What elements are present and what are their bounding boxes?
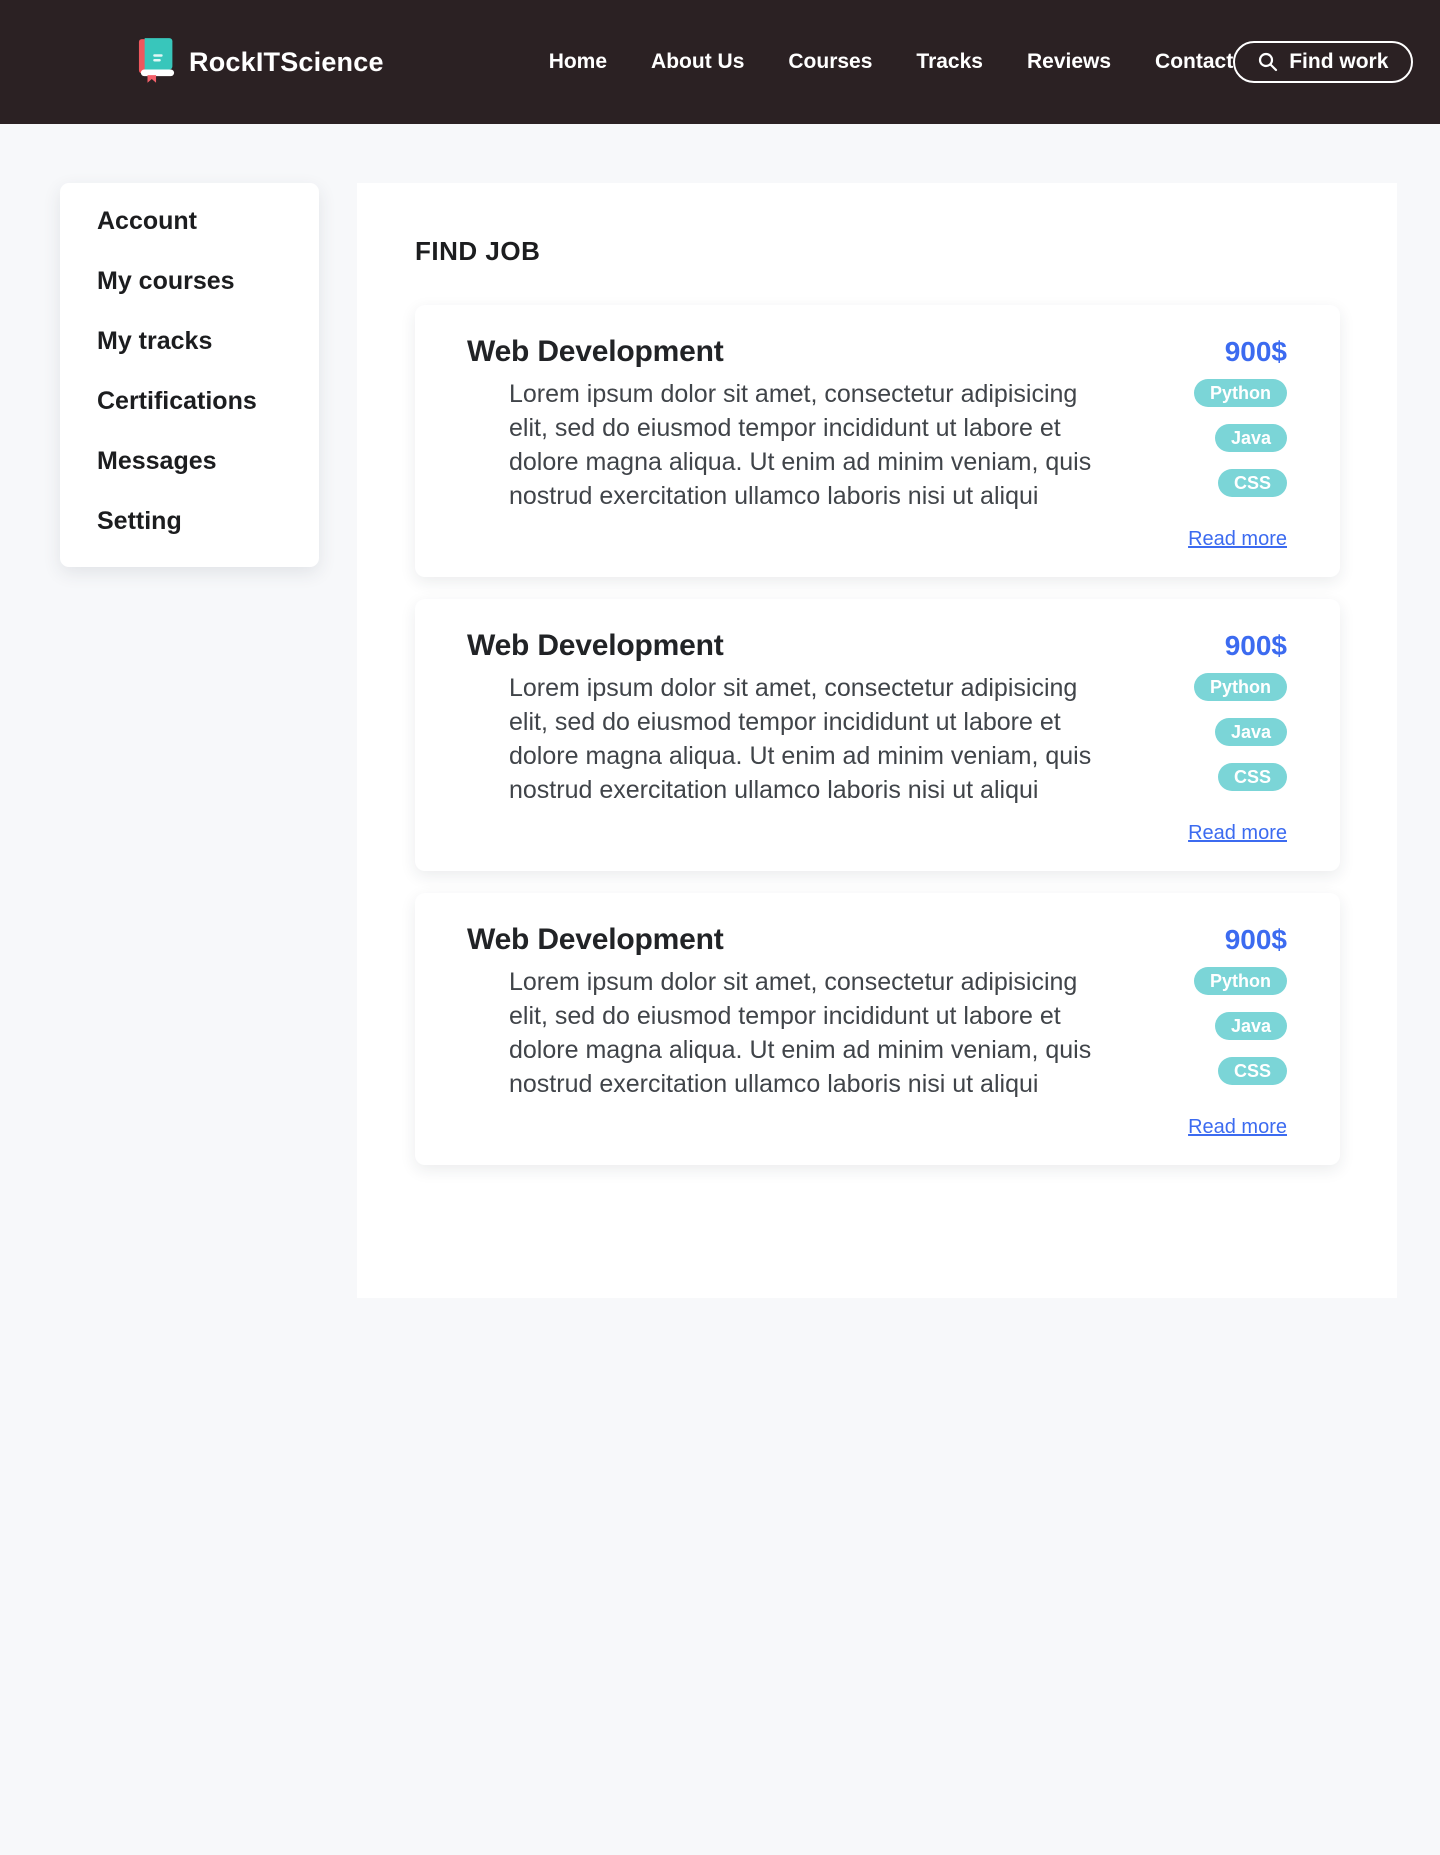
job-card-right: [1188, 627, 1287, 845]
tag-css: CSS: [1218, 763, 1287, 791]
job-description: Lorem ipsum dolor sit amet, consectetur adipisicing elit, sed do eiusmod tempor incididunt ut labore et dolore magna aliqua. Ut enim ad minim veniam, quis nostrud exercitation ullamco laboris nisi ut aliqui: [509, 380, 1092, 510]
read-more-link[interactable]: Read more: [1188, 1116, 1287, 1138]
job-card-right: [1188, 921, 1287, 1139]
sidebar-item-my-courses[interactable]: My courses: [97, 266, 235, 295]
tag-python: Python: [1194, 379, 1287, 407]
tag-java: Java: [1215, 718, 1287, 746]
find-work-label: Find work: [1289, 50, 1389, 73]
main-nav: [384, 50, 1234, 74]
tag-css: CSS: [1218, 1057, 1287, 1085]
job-title: Web Development: [467, 629, 724, 662]
job-card: [415, 305, 1340, 577]
main-panel: [357, 183, 1397, 1298]
brand-logo[interactable]: [138, 36, 384, 88]
read-more-link[interactable]: Read more: [1188, 528, 1287, 550]
sidebar-item-my-tracks[interactable]: My tracks: [97, 326, 213, 355]
find-work-button[interactable]: [1233, 41, 1413, 83]
job-description: Lorem ipsum dolor sit amet, consectetur adipisicing elit, sed do eiusmod tempor incididunt ut labore et dolore magna aliqua. Ut enim ad minim veniam, quis nostrud exercitation ullamco laboris nisi ut aliqui: [509, 968, 1092, 1098]
brand-name: RockITScience: [189, 46, 384, 77]
nav-item-home[interactable]: Home: [548, 50, 608, 73]
read-more-link[interactable]: Read more: [1188, 822, 1287, 844]
job-card-left: [467, 627, 1127, 845]
job-title: Web Development: [467, 335, 724, 368]
job-price: 900$: [1224, 630, 1287, 661]
job-description: Lorem ipsum dolor sit amet, consectetur adipisicing elit, sed do eiusmod tempor incididunt ut labore et dolore magna aliqua. Ut enim ad minim veniam, quis nostrud exercitation ullamco laboris nisi ut aliqui: [509, 674, 1092, 804]
job-price: 900$: [1224, 924, 1287, 955]
page-title: FIND JOB: [415, 236, 541, 266]
sidebar-item-messages[interactable]: Messages: [97, 446, 217, 475]
search-icon: [1258, 52, 1278, 72]
job-card: [415, 893, 1340, 1165]
tag-python: Python: [1194, 967, 1287, 995]
sidebar-item-certifications[interactable]: Certifications: [97, 386, 257, 415]
sidebar: [60, 183, 319, 567]
tag-python: Python: [1194, 673, 1287, 701]
tag-css: CSS: [1218, 469, 1287, 497]
tag-java: Java: [1215, 424, 1287, 452]
tag-java: Java: [1215, 1012, 1287, 1040]
job-title: Web Development: [467, 923, 724, 956]
nav-item-courses[interactable]: Courses: [788, 50, 873, 73]
job-price: 900$: [1224, 336, 1287, 367]
nav-item-tracks[interactable]: Tracks: [916, 50, 983, 73]
header: [0, 0, 1440, 124]
sidebar-item-account[interactable]: Account: [97, 206, 197, 235]
job-card-left: [467, 333, 1127, 551]
nav-item-contact[interactable]: Contact: [1155, 50, 1234, 73]
job-card-right: [1188, 333, 1287, 551]
book-logo-icon: [138, 36, 176, 88]
nav-item-reviews[interactable]: Reviews: [1026, 50, 1112, 73]
sidebar-item-setting[interactable]: Setting: [97, 506, 182, 535]
job-card-left: [467, 921, 1127, 1139]
nav-item-about-us[interactable]: About Us: [651, 50, 745, 73]
job-card: [415, 599, 1340, 871]
